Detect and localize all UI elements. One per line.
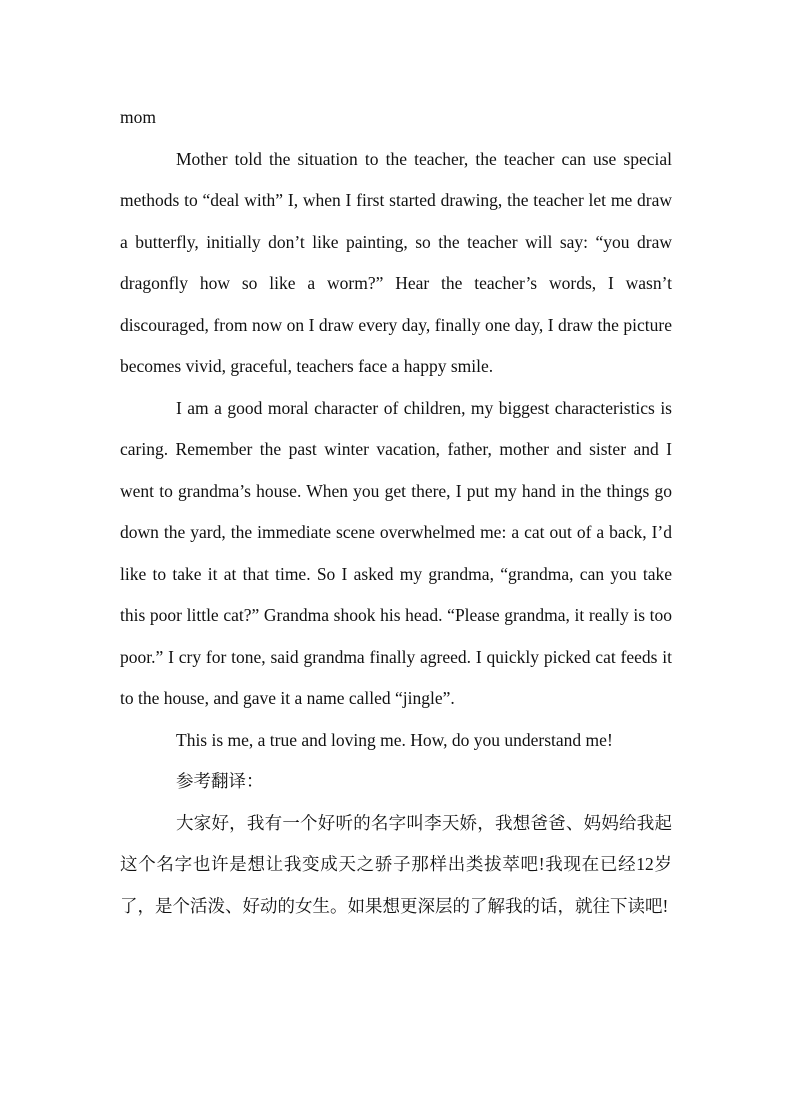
translation-heading: 参考翻译： — [176, 771, 264, 791]
paragraph-chinese-translation: 大家好，我有一个好听的名字叫李天娇，我想爸爸、妈妈给我起这个名字也许是想让我变成天之骄子那样出类拔萃吧!我现在已经12岁了，是个活泼、好动的女生。如果想更深层的了解我的话，就往下读吧! — [120, 812, 672, 916]
paragraph-mom: mom — [120, 107, 156, 127]
paragraph-conclusion: This is me, a true and loving me. How, do you understand me! — [176, 729, 613, 750]
paragraph-cat-story: I am a good moral character of children, my biggest characteristics is caring. Remember the past winter vacation, father, mother and sister and I went to grandma’s house. When you get there, I put my hand in the things go down the yard, the immediate scene overwhelmed me: a cat out of a back, I’d like to take it at that time. So I asked my grandma, “grandma, can you take this poor little cat?” Grandma shook his head. “Please grandma, it really is too poor.” I cry for tone, said grandma finally agreed. I quickly picked cat feeds it to the house, and gave it a name called “jingle”. — [120, 397, 672, 708]
paragraph-teacher-story: Mother told the situation to the teacher, the teacher can use special methods to “deal with” I, when I first started drawing, the teacher let me draw a butterfly, initially don’t like painting, so the teacher will say: “you draw dragonfly how so like a worm?” Hear the teacher’s words, I wasn’t discouraged, from now on I draw every day, finally one day, I draw the picture becomes vivid, graceful, teachers face a happy smile. — [120, 148, 672, 376]
document-page — [120, 97, 672, 927]
